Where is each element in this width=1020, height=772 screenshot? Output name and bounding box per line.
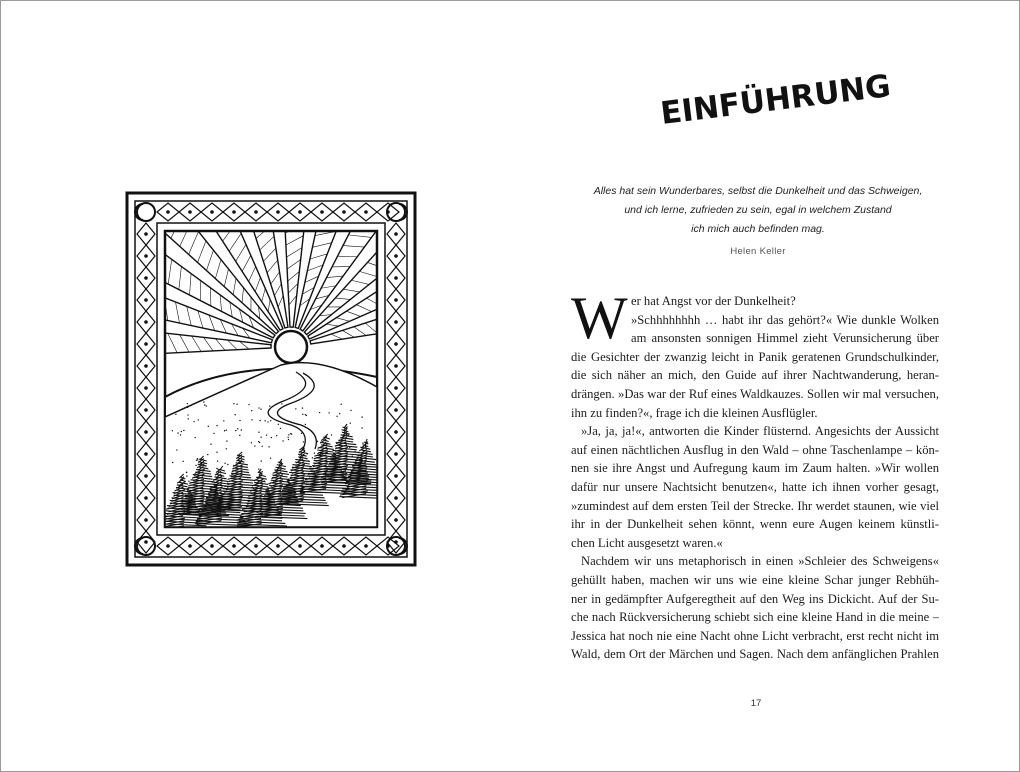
text-line: Wald, dem Ort der Märchen und Sagen. Nach dem anfänglichen Prahlen bbox=[571, 647, 939, 662]
text-line: »Ja, ja, ja!«, antworten die Kinder flüsternd. Angesichts der Aussicht bbox=[581, 424, 939, 439]
text-line: chen Licht ausgesetzt waren.« bbox=[571, 535, 723, 550]
drop-cap: W bbox=[571, 285, 628, 351]
text-line: gehüllt haben, machen wir uns wie eine kleine Schar junger Rebhüh- bbox=[571, 572, 939, 587]
text-line: am ansonsten sonnigen Himmel zieht Verunsicherung über bbox=[631, 331, 939, 346]
text-line: ihn zu finden?«, frage ich die kleinen Ausflügler. bbox=[571, 405, 818, 420]
epigraph-line: und ich lerne, zufrieden zu sein, egal in welchem Zustand bbox=[624, 204, 892, 216]
text-line: auf einen nächtlichen Ausflug in den Wald – ohne Taschenlampe – kön- bbox=[571, 442, 939, 457]
epigraph-author: Helen Keller bbox=[730, 246, 786, 257]
text-line: »zumindest auf dem ersten Teil der Strecke. Ihr werdet staunen, wie viel bbox=[571, 498, 939, 513]
text-line: die sich näher an mich, den Guide auf ihrer Nachtwanderung, heran- bbox=[571, 368, 939, 383]
epigraph-line: Alles hat sein Wunderbares, selbst die Dunkelheit und das Schweigen, bbox=[593, 185, 923, 197]
epigraph-quote bbox=[569, 182, 947, 239]
text-line: die Gesichter der zwanzig leicht in Panik geratenen Grundschulkinder, bbox=[571, 349, 939, 364]
text-line: dafür nur unsere Nachtsicht benutzen«, hatte ich ihnen vorher gesagt, bbox=[571, 479, 939, 494]
page-number: 17 bbox=[750, 698, 762, 709]
text-line: ner in gedämpfter Aufgeregtheit auf den Weg ins Dickicht. Auf der Su- bbox=[571, 591, 939, 606]
text-line: er hat Angst vor der Dunkelheit? bbox=[631, 294, 796, 308]
text-line: nen sie ihre Angst und Aufregung kaum im Zaum halten. »Wir wollen bbox=[571, 461, 939, 476]
text-line: che nach Rückversicherung schiebt sich eine kleine Hand in die meine – bbox=[571, 610, 939, 625]
text-line: Jessica hat noch nie eine Nacht ohne Licht verbracht, erst recht nicht im bbox=[571, 628, 939, 643]
chapter-title: EINFÜHRUNG bbox=[658, 68, 893, 132]
text-line: Nachdem wir uns metaphorisch in einen »Schleier des Schweigens« bbox=[581, 554, 939, 569]
text-line: drängen. »Das war der Ruf eines Waldkauzes. Sollen wir mal versuchen, bbox=[571, 386, 939, 401]
text-line: ihr in der Dunkelheit sehen könnt, wenn eure Augen keinem künstli- bbox=[571, 517, 939, 532]
sun-forest-illustration bbox=[121, 187, 421, 571]
body-text bbox=[571, 285, 939, 664]
epigraph-line: ich mich auch befinden mag. bbox=[691, 223, 825, 235]
text-line: »Schhhhhhhh … habt ihr das gehört?« Wie dunkle Wolken bbox=[631, 312, 939, 327]
